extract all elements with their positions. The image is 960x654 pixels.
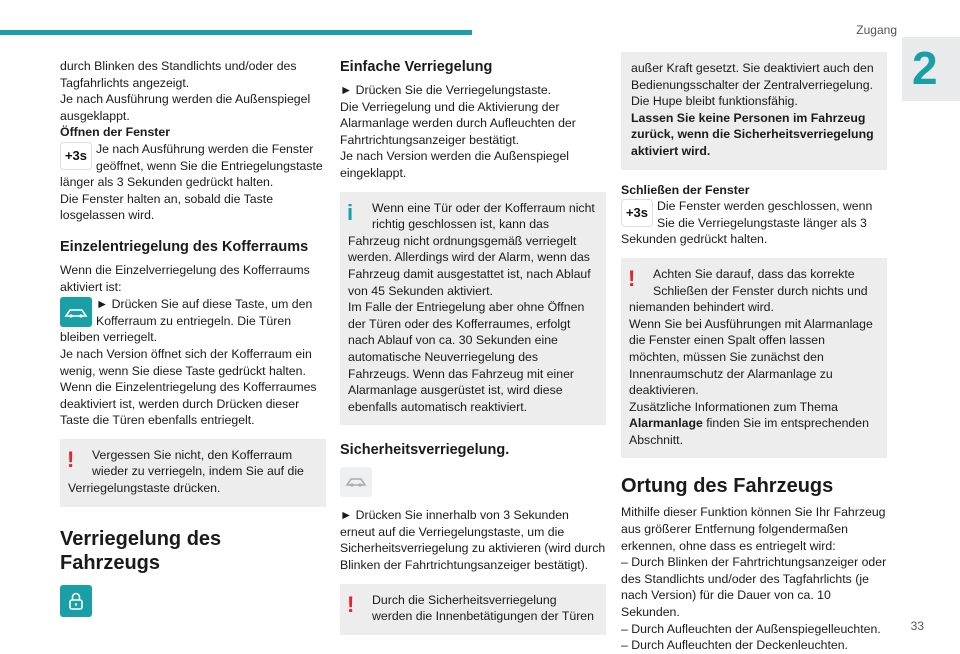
warning-text: finden Sie im entsprechenden Abschnitt. [629, 416, 869, 447]
paragraph: ► Drücken Sie innerhalb von 3 Sekunden erneut auf die Verriegelungstaste, um die Sicherheitsverriegelung zu aktivieren (wird durch Blinken der Fahrtrichtungsanzeiger bestätigt). [340, 508, 606, 573]
warning-box [60, 439, 326, 507]
box-text-bold: Lassen Sie keine Personen im Fahrzeug zurück, wenn die Sicherheitsverriegelung aktiviert wird. [631, 110, 874, 158]
top-accent-bar [0, 30, 472, 35]
paragraph: Mithilfe dieser Funktion können Sie Ihr Fahrzeug aus größerer Entfernung folgendermaßen erkennen, ohne dass es entriegelt wird: [621, 505, 886, 553]
hold-3s-icon: +3s [621, 199, 653, 227]
paragraph: länger als 3 Sekunden gedrückt halten. [60, 175, 274, 190]
heading-simple-locking: Einfache Verriegelung [340, 59, 493, 75]
heading-vehicle-locating: Ortung des Fahrzeugs [621, 475, 834, 498]
warning-text: Zusätzliche Informationen zum Thema [629, 399, 838, 414]
paragraph: ► Drücken Sie auf diese Taste, um den Kofferraum zu entriegeln. Die Türen [96, 297, 313, 328]
lock-icon [60, 585, 92, 617]
warning-icon: ! [347, 591, 355, 617]
chapter-number: 2 [912, 42, 938, 94]
box-text: außer Kraft gesetzt. Sie deaktiviert auch den Bedienungsschalter der Zentralverriegelung. Die Hupe bleibt funktionsfähig. [631, 61, 874, 109]
heading-deadlocking: Sicherheitsverriegelung. [340, 442, 510, 459]
double-lock-icon [340, 467, 372, 497]
heading-trunk-unlock: Einzelentriegelung des Kofferraums [60, 238, 309, 255]
info-text: Im Falle der Entriegelung aber ohne Öffnen der Türen oder des Kofferraumes, erfolgt nach Ablauf von ca. 30 Sekunden eine automatische Neuverriegelung des Fahrzeugs. Wenn das Fahrzeug mit einer Alarmanlage ausgerüstet ist, wird diese ebenfalls automatisch reaktiviert. [348, 300, 585, 414]
warning-box [621, 258, 887, 459]
warning-text: Vergessen Sie nicht, den Kofferraum wieder zu verriegeln, indem Sie auf die [92, 447, 304, 479]
info-text: Fahrzeug nicht ordnungsgemäß verriegelt werden. Allerdings wird der Alarm, wenn das Fahrzeug damit ausgestattet ist, nach Ablauf von 45 Sekunden aktiviert. [348, 233, 591, 298]
page-number: 33 [910, 619, 924, 633]
paragraph: Die Fenster werden geschlossen, wenn Sie die Verriegelungstaste länger als 3 [657, 199, 873, 230]
continued-box [621, 52, 887, 170]
warning-text: Verriegelungstaste drücken. [68, 481, 221, 496]
column-1 [60, 58, 326, 617]
warning-text: Wenn Sie bei Ausführungen mit Alarmanlage die Fenster einen Spalt offen lassen möchten, müssen Sie zunächst den Innenraumschutz der Alarmanlage zu deaktivieren. [629, 316, 873, 398]
info-icon: i [347, 199, 354, 225]
paragraph: Wenn die Einzelverriegelung des Kofferraums aktiviert ist: [60, 262, 310, 294]
hold-3s-icon: +3s [60, 142, 92, 170]
paragraph: Die Fenster halten an, sobald die Taste losgelassen wird. [60, 191, 274, 223]
warning-icon: ! [67, 446, 75, 472]
paragraph: ► Drücken Sie die Verriegelungstaste. [340, 83, 552, 97]
paragraph: Je nach Version werden die Außenspiegel eingeklappt. [340, 149, 570, 180]
warning-text: Achten Sie darauf, dass das korrekte Schließen der Fenster durch nichts und [653, 266, 868, 298]
windows-close-item [621, 198, 887, 231]
windows-open-item [60, 141, 326, 174]
paragraph: Je nach Ausführung werden die Außenspiegel ausgeklappt. [60, 92, 311, 123]
column-2 [340, 58, 606, 635]
info-box [340, 192, 606, 426]
paragraph: durch Blinken des Standlichts und/oder des Tagfahrlichts angezeigt. [60, 59, 297, 90]
paragraph: Je nach Version öffnet sich der Kofferraum ein wenig, wenn Sie diese Taste gedrückt halten. [60, 346, 312, 378]
info-text: Wenn eine Tür oder der Kofferraum nicht richtig geschlossen ist, kann das [372, 200, 595, 232]
paragraph: Wenn die Einzelentriegelung des Kofferraumes deaktiviert ist, werden durch Drücken dieser Taste die Türen ebenfalls entriegelt. [60, 380, 317, 428]
windows-close-title: Schließen der Fenster [621, 182, 750, 197]
paragraph: Je nach Ausführung werden die Fenster geöffnet, wenn Sie die Entriegelungstaste [96, 141, 323, 173]
warning-box [340, 584, 606, 635]
chapter-tab [902, 37, 960, 101]
paragraph: Die Verriegelung und die Aktivierung der Alarmanlage werden durch Aufleuchten der Fahrtrichtungsanzeiger bestätigt. [340, 99, 576, 147]
list-item: – Durch Aufleuchten der Deckenleuchten. [621, 638, 848, 653]
warning-text: niemanden behindert wird. [629, 300, 774, 315]
paragraph: Sekunden gedrückt halten. [621, 232, 768, 247]
heading-vehicle-locking: Verriegelung des Fahrzeugs [60, 527, 222, 574]
list-item: – Durch Blinken der Fahrtrichtungsanzeiger oder des Standlichts und/oder des Tagfahrlichts (je nach Version) für die Dauer von ca. 10 Sekunden. [621, 555, 887, 620]
column-3 [621, 52, 887, 654]
paragraph: bleiben verriegelt. [60, 330, 158, 345]
trunk-unlock-icon [60, 297, 92, 327]
list-item: – Durch Aufleuchten der Außenspiegelleuchten. [621, 621, 881, 636]
windows-open-title: Öffnen der Fenster [60, 125, 171, 140]
warning-text [629, 399, 877, 449]
trunk-unlock-item [60, 296, 326, 329]
warning-icon: ! [628, 265, 636, 291]
warning-text: Durch die Sicherheitsverriegelung werden die Innenbetätigungen der Türen [372, 592, 594, 624]
alarm-link-text: Alarmanlage [629, 416, 703, 431]
section-name: Zugang [856, 23, 897, 37]
